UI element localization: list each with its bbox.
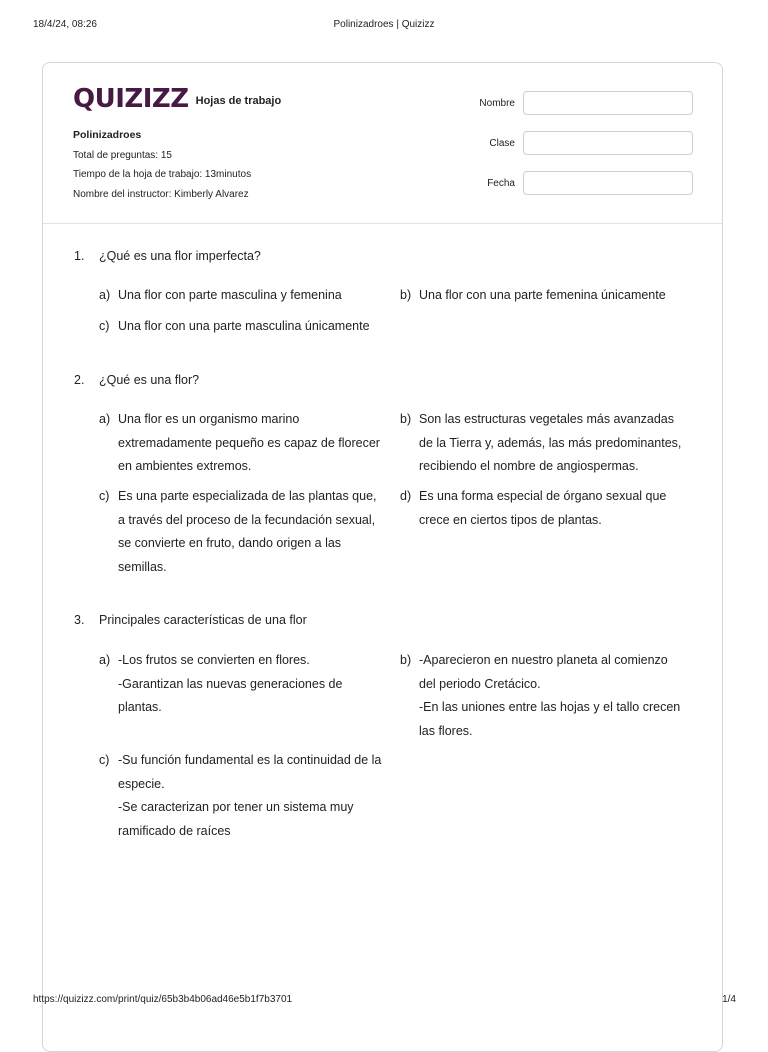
question-text: ¿Qué es una flor?: [99, 373, 200, 387]
worksheet-meta: [73, 126, 251, 204]
option-letter: c): [99, 489, 110, 503]
option-text: Es una forma especial de órgano sexual que crece en ciertos tipos de plantas.: [419, 489, 667, 527]
field-row-nombre: [463, 91, 693, 115]
option-text: Una flor con una parte masculina únicamente: [118, 319, 370, 333]
field-label-nombre: Nombre: [479, 97, 515, 109]
page-number: 1/4: [722, 994, 736, 1005]
question-number: 1.: [74, 249, 85, 263]
option-text: Una flor es un organismo marino extremadamente pequeño es capaz de florecer en ambientes extremos.: [118, 412, 380, 473]
option-text: -Los frutos se convierten en flores. -Garantizan las nuevas generaciones de plantas.: [118, 653, 343, 714]
brand-logo: [73, 84, 281, 114]
option-letter: b): [400, 412, 412, 426]
quizizz-logo: QUIZIZZ: [73, 84, 189, 114]
nombre-input[interactable]: [523, 91, 693, 115]
print-datetime: 18/4/24, 08:26: [33, 19, 97, 30]
field-label-clase: Clase: [489, 137, 515, 149]
option-letter: d): [400, 489, 412, 503]
option-letter: a): [99, 412, 111, 426]
question-text: ¿Qué es una flor imperfecta?: [99, 249, 261, 263]
total-questions: Total de preguntas: 15: [73, 149, 172, 161]
question-number: 2.: [74, 373, 85, 387]
option-text: Es una parte especializada de las plantas que, a través del proceso de la fecundación sexual, se convierte en fruto, dando origen a las semillas.: [118, 489, 377, 574]
field-row-fecha: [463, 171, 693, 195]
print-page-title: Polinizadroes | Quizizz: [333, 19, 435, 30]
option-text: -Aparecieron en nuestro planeta al comienzo del periodo Cretácico. -En las uniones entre las hojas y el tallo crecen las flores.: [419, 653, 681, 738]
option-text: Son las estructuras vegetales más avanzadas de la Tierra y, además, las más predominantes, recibiendo el nombre de angiospermas.: [419, 412, 682, 473]
option-letter: b): [400, 288, 412, 302]
option-letter: b): [400, 653, 412, 667]
question-number: 3.: [74, 613, 85, 627]
clase-input[interactable]: [523, 131, 693, 155]
instructor-name: Nombre del instructor: Kimberly Alvarez: [73, 188, 249, 200]
option-letter: c): [99, 319, 110, 333]
question-text: Principales características de una flor: [99, 613, 307, 627]
worksheet-title: Polinizadroes: [73, 129, 142, 141]
fecha-input[interactable]: [523, 171, 693, 195]
field-label-fecha: Fecha: [487, 177, 515, 189]
worksheet-type-label: Hojas de trabajo: [195, 94, 282, 107]
print-url: https://quizizz.com/print/quiz/65b3b4b06ad46e5b1f7b3701: [33, 994, 293, 1005]
option-text: Una flor con una parte femenina únicamente: [419, 288, 666, 302]
option-letter: a): [99, 288, 111, 302]
option-text: -Su función fundamental es la continuidad de la especie. -Se caracterizan por tener un sistema muy ramificado de raíces: [118, 753, 382, 838]
worksheet-time: Tiempo de la hoja de trabajo: 13minutos: [73, 169, 252, 180]
option-letter: c): [99, 753, 110, 767]
option-letter: a): [99, 653, 111, 667]
worksheet-card: [42, 62, 723, 1052]
worksheet-header: [43, 63, 722, 224]
option-text: Una flor con parte masculina y femenina: [118, 288, 342, 302]
field-row-clase: [463, 131, 693, 155]
